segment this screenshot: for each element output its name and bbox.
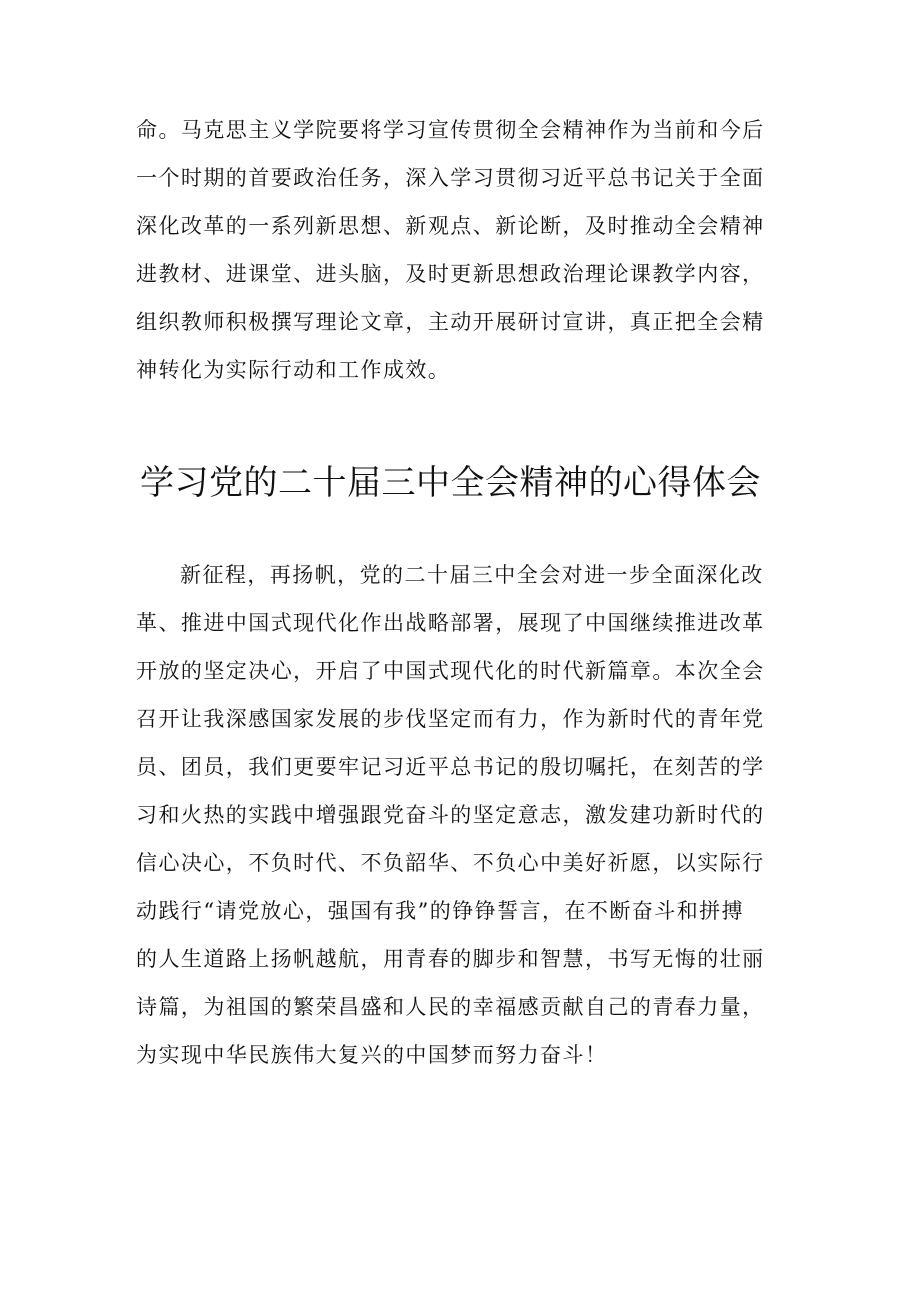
paragraph-line: 开放的坚定决心，开启了中国式现代化的时代新篇章。本次全会: [136, 659, 765, 683]
paragraph-line: 诗篇，为祖国的繁荣昌盛和人民的幸福感贡献自己的青春力量，: [136, 995, 765, 1019]
paragraph-line: 神转化为实际行动和工作成效。: [136, 358, 451, 382]
paragraph-line: 动践行“请党放心，强国有我”的铮铮誓言，在不断奋斗和拼搏: [136, 899, 745, 923]
paragraph-line: 革、推进中国式现代化作出战略部署，展现了中国继续推进改革: [136, 611, 765, 635]
paragraph-line: 信心决心，不负时代、不负韶华、不负心中美好祈愿，以实际行: [136, 851, 765, 875]
paragraph-line: 一个时期的首要政治任务，深入学习贯彻习近平总书记关于全面: [136, 166, 765, 190]
paragraph-line: 深化改革的一系列新思想、新观点、新论断，及时推动全会精神: [136, 214, 765, 238]
paragraph-line: 为实现中华民族伟大复兴的中国梦而努力奋斗！: [136, 1043, 608, 1067]
paragraph-line: 员、团员，我们更要牢记习近平总书记的殷切嘱托，在刻苦的学: [136, 755, 765, 779]
paragraph-line: 召开让我深感国家发展的步伐坚定而有力，作为新时代的青年党: [136, 707, 765, 731]
paragraph-line: 习和火热的实践中增强跟党奋斗的坚定意志，激发建功新时代的: [136, 803, 765, 827]
section-title: 学习党的二十届三中全会精神的心得体会: [140, 463, 761, 503]
paragraph-line: 新征程，再扬帆，党的二十届三中全会对进一步全面深化改: [180, 563, 764, 587]
paragraph-line: 组织教师积极撰写理论文章，主动开展研讨宣讲，真正把全会精: [136, 310, 765, 334]
paragraph-line: 的人生道路上扬帆越航，用青春的脚步和智慧，书写无悔的壮丽: [136, 947, 765, 971]
paragraph-line: 进教材、进课堂、进头脑，及时更新思想政治理论课教学内容，: [136, 262, 765, 286]
paragraph-line: 命。马克思主义学院要将学习宣传贯彻全会精神作为当前和今后: [136, 118, 765, 142]
